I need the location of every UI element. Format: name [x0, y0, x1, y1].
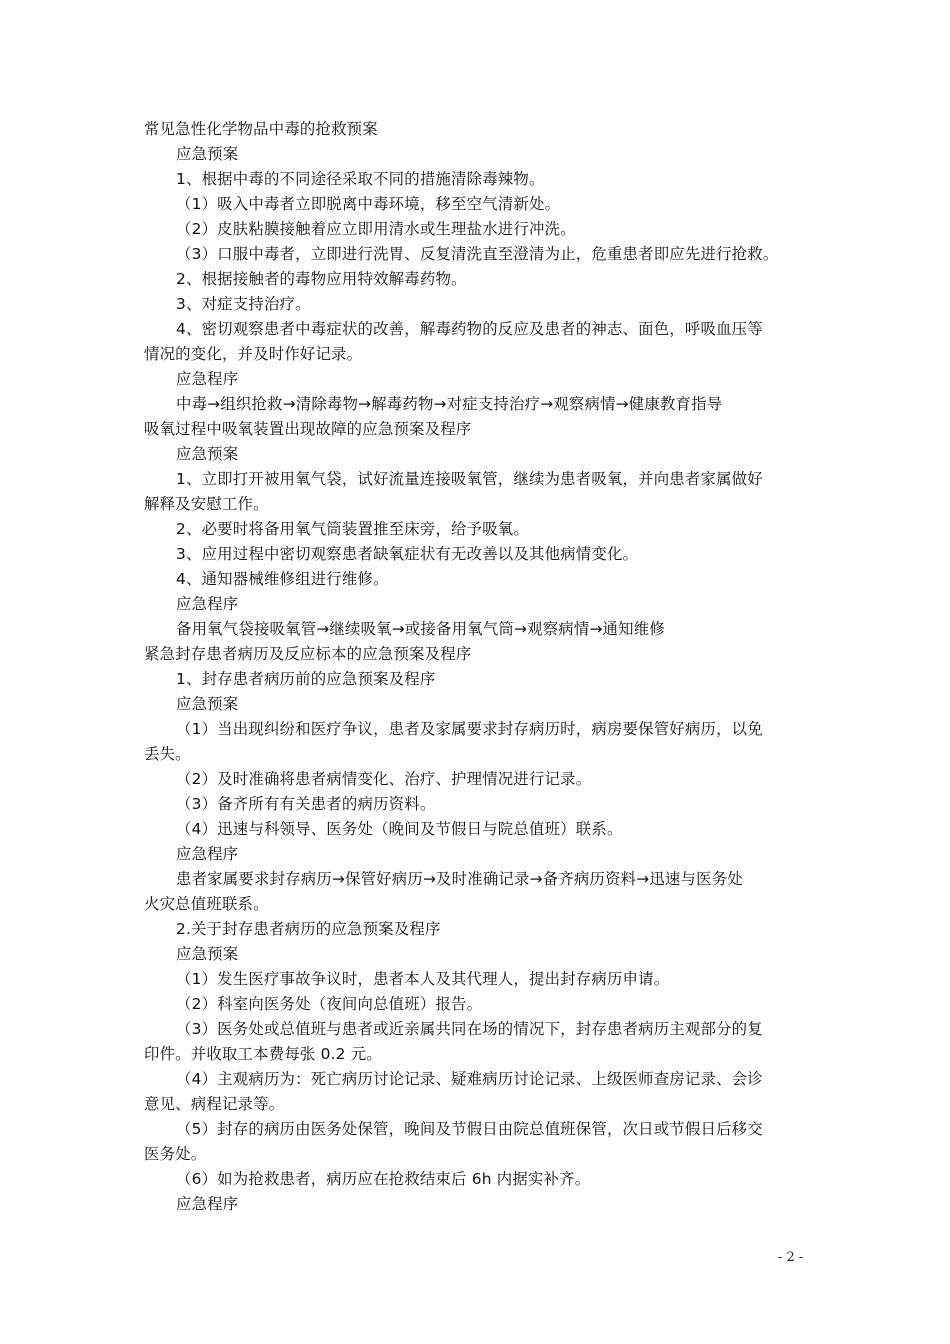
procedure-flow: 备用氧气袋接吸氧管→继续吸氧→或接备用氧气筒→观察病情→通知维修 — [176, 620, 665, 638]
paragraph: 3、应用过程中密切观察患者缺氧症状有无改善以及其他病情变化。 — [176, 545, 639, 563]
paragraph: 4、通知器械维修组进行维修。 — [176, 570, 389, 588]
paragraph-cont: 印件。并收取工本费每张 0.2 元。 — [144, 1045, 382, 1063]
paragraph-cont: 丢失。 — [144, 745, 191, 763]
subheading: 应急预案 — [176, 695, 239, 713]
paragraph: （4）迅速与科领导、医务处（晚间及节假日与院总值班）联系。 — [176, 820, 623, 838]
procedure-flow: 患者家属要求封存病历→保管好病历→及时准确记录→备齐病历资料→迅速与医务处 — [176, 870, 743, 888]
paragraph: 2、必要时将备用氧气筒装置推至床旁，给予吸氧。 — [176, 520, 529, 538]
paragraph: （5）封存的病历由医务处保管，晚间及节假日由院总值班保管，次日或节假日后移交 — [176, 1120, 763, 1138]
paragraph: （2）科室向医务处（夜间向总值班）报告。 — [176, 995, 483, 1013]
subheading: 应急预案 — [176, 945, 239, 963]
paragraph-cont: 意见、病程记录等。 — [144, 1095, 285, 1113]
paragraph: （6）如为抢救患者，病历应在抢救结束后 6h 内据实补齐。 — [176, 1170, 591, 1188]
paragraph-cont: 解释及安慰工作。 — [144, 495, 269, 513]
paragraph: 4、密切观察患者中毒症状的改善，解毒药物的反应及患者的神志、面色，呼吸血压等 — [176, 320, 763, 338]
paragraph-cont: 医务处。 — [144, 1145, 207, 1163]
subsection-title: 1、封存患者病历前的应急预案及程序 — [176, 670, 436, 688]
section-title: 常见急性化学物品中毒的抢救预案 — [144, 120, 378, 138]
subheading: 应急程序 — [176, 845, 239, 863]
section-title: 吸氧过程中吸氧装置出现故障的应急预案及程序 — [144, 420, 472, 438]
paragraph: （1）当出现纠纷和医疗争议，患者及家属要求封存病历时，病房要保管好病历，以免 — [176, 720, 763, 738]
page-number: - 2 - — [778, 1250, 804, 1265]
paragraph: （2）皮肤粘膜接触着应立即用清水或生理盐水进行冲洗。 — [176, 220, 576, 238]
paragraph-cont: 火灾总值班联系。 — [144, 895, 269, 913]
paragraph: 3、对症支持治疗。 — [176, 295, 311, 313]
paragraph: 1、立即打开被用氧气袋，试好流量连接吸氧管，继续为患者吸氧，并向患者家属做好 — [176, 470, 763, 488]
section-title: 紧急封存患者病历及反应标本的应急预案及程序 — [144, 645, 472, 663]
paragraph: （1）吸入中毒者立即脱离中毒环境，移至空气清新处。 — [176, 195, 561, 213]
subheading: 应急程序 — [176, 595, 239, 613]
paragraph: 1、根据中毒的不同途径采取不同的措施清除毒辣物。 — [176, 170, 545, 188]
paragraph: （3）口服中毒者，立即进行洗胃、反复清洗直至澄清为止，危重患者即应先进行抢救。 — [176, 245, 779, 263]
subsection-title: 2.关于封存患者病历的应急预案及程序 — [176, 920, 441, 938]
paragraph: （1）发生医疗事故争议时，患者本人及其代理人，提出封存病历申请。 — [176, 970, 670, 988]
paragraph-cont: 情况的变化，并及时作好记录。 — [144, 345, 363, 363]
paragraph: （2）及时准确将患者病情变化、治疗、护理情况进行记录。 — [176, 770, 592, 788]
paragraph: （4）主观病历为：死亡病历讨论记录、疑难病历讨论记录、上级医师查房记录、会诊 — [176, 1070, 763, 1088]
paragraph: 2、根据接触者的毒物应用特效解毒药物。 — [176, 270, 467, 288]
procedure-flow: 中毒→组织抢救→清除毒物→解毒药物→对症支持治疗→观察病情→健康教育指导 — [176, 395, 723, 413]
subheading: 应急预案 — [176, 145, 239, 163]
paragraph: （3）医务处或总值班与患者或近亲属共同在场的情况下，封存患者病历主观部分的复 — [176, 1020, 763, 1038]
subheading: 应急程序 — [176, 370, 239, 388]
subheading: 应急程序 — [176, 1195, 239, 1213]
subheading: 应急预案 — [176, 445, 239, 463]
paragraph: （3）备齐所有有关患者的病历资料。 — [176, 795, 436, 813]
